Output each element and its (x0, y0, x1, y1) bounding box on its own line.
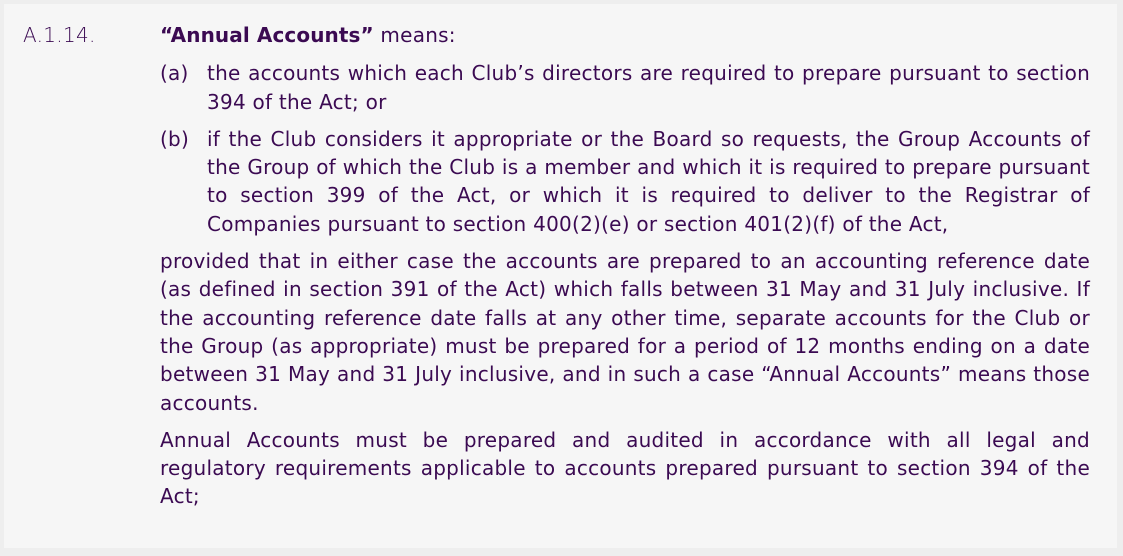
requirements-paragraph: Annual Accounts must be prepared and audited in accordance with all legal and regulatory requirements applicable to accounts prepared pursuant to section 394 of the Act; (160, 427, 1090, 509)
item-label: (a) (160, 61, 189, 86)
item-label: (b) (160, 126, 190, 151)
clause-body (160, 21, 1090, 520)
defined-term: “Annual Accounts” (160, 23, 374, 47)
definition-heading (160, 21, 1090, 49)
item-text: if the Club considers it appropriate or the Board so requests, the Group Accounts of the Group of which the Club is a member and which it is required to prepare pursuant to section 399 of the Act, or which it is required to deliver to the Registrar of Companies pursuant to section 400(2)(e) or section 401(2)(f) of the Act, (207, 126, 1090, 236)
item-text: the accounts which each Club’s directors are required to prepare pursuant to section 394 of the Act; or (207, 61, 1090, 114)
list-item-a (160, 59, 1090, 116)
list-item-b (160, 125, 1090, 238)
means-text: means: (373, 23, 456, 47)
proviso-paragraph: provided that in either case the accounts are prepared to an accounting reference date (as defined in section 391 of the Act) which falls between 31 May and 31 July inclusive. If the accounting reference date falls at any other time, separate accounts for the Club or the Group (as appropriate) must be prepared for a period of 12 months ending on a date between 31 May and 31 July inclusive, and in such a case “Annual Accounts” means those accounts. (160, 249, 1090, 415)
document-page (4, 4, 1117, 548)
clause-number: A.1.14. (23, 23, 96, 47)
